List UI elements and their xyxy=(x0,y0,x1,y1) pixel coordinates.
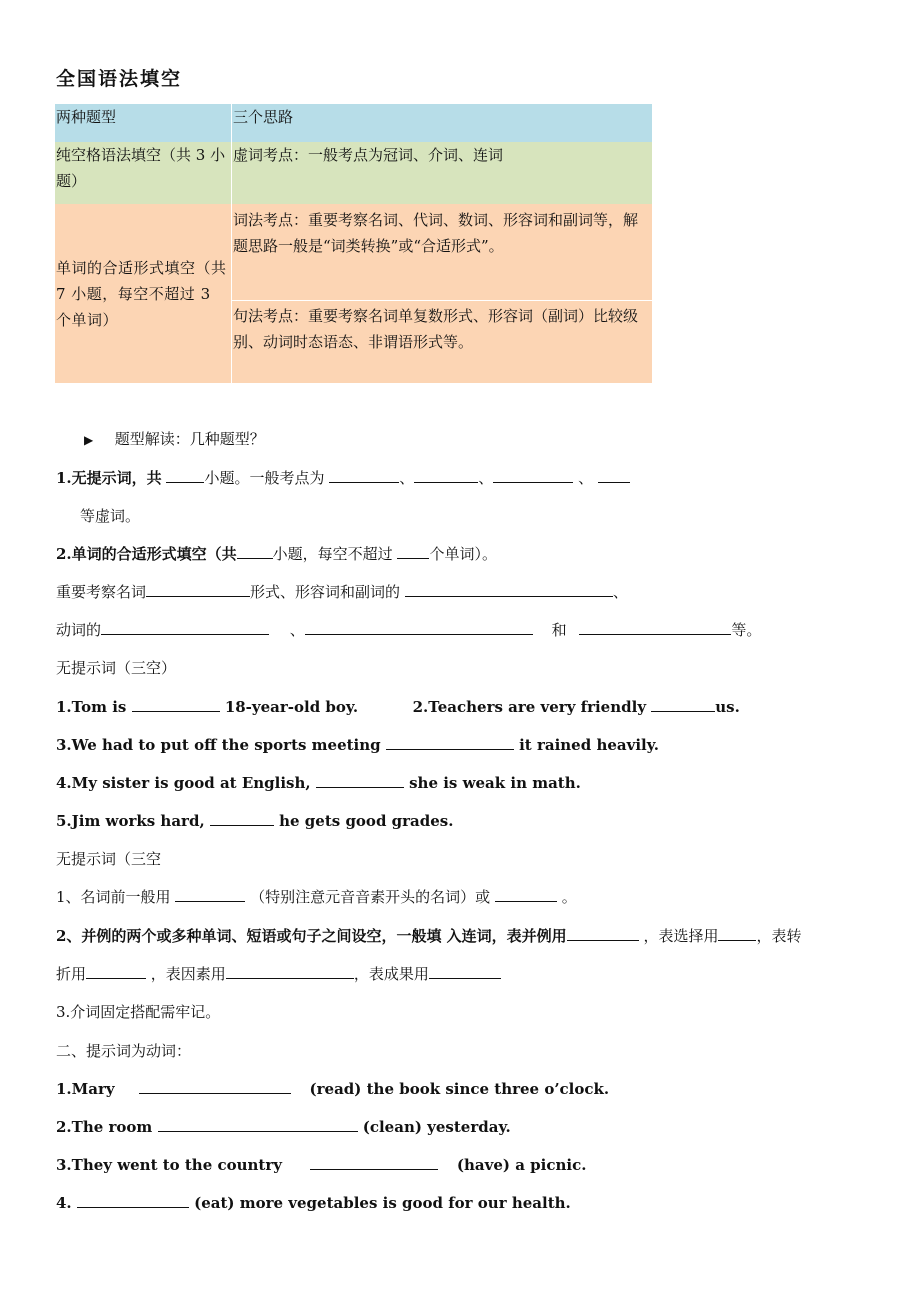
table-cell-idea-syntactic: 句法考点：重要考察名词单复数形式、形容词（副词）比较级别、动词时态语态、非谓语形式等。 xyxy=(232,301,653,384)
text-segment: 、 xyxy=(399,469,415,487)
text-segment: ，表成果用 xyxy=(353,965,429,983)
blank[interactable] xyxy=(166,467,204,483)
bullet-line xyxy=(84,428,265,449)
table-cell-idea-function-words: 虚词考点：一般考点为冠词、介词、连词 xyxy=(232,142,653,204)
text-segment: (eat) more vegetables is good for our health. xyxy=(194,1194,571,1212)
section1-line1 xyxy=(56,467,630,488)
blank[interactable] xyxy=(414,467,478,483)
blank[interactable] xyxy=(598,467,630,483)
blank[interactable] xyxy=(718,925,756,941)
text-segment: 。 xyxy=(561,888,577,906)
text-segment: 3.We had to put off the sports meeting xyxy=(56,736,381,754)
text-segment: 4.My sister is good at English, xyxy=(56,774,311,792)
text-segment: 小题，每空不超过 xyxy=(272,545,393,563)
section1-line4 xyxy=(56,581,628,602)
text-segment: 、 xyxy=(289,621,305,639)
text-segment: 1.无提示词，共 xyxy=(56,469,162,487)
text-segment: 个单词）。 xyxy=(429,545,497,563)
blank[interactable] xyxy=(158,1116,358,1132)
blank[interactable] xyxy=(101,619,269,635)
blank[interactable] xyxy=(651,696,715,712)
blank[interactable] xyxy=(305,619,533,635)
text-segment: 动词的 xyxy=(56,621,102,639)
text-segment: (read) the book since three o’clock. xyxy=(309,1080,610,1098)
blank[interactable] xyxy=(405,581,613,597)
note-line-3 xyxy=(56,963,501,984)
note-line-4: 3.介词固定搭配需牢记。 xyxy=(56,1003,221,1021)
section1-line3 xyxy=(56,543,497,564)
triangle-bullet-icon: ▶ xyxy=(84,433,94,447)
exercise-line-4 xyxy=(56,772,581,792)
text-segment: it rained heavily. xyxy=(519,736,659,754)
exercise-line-3 xyxy=(56,734,659,754)
text-segment: 2.Teachers are very friendly xyxy=(412,698,647,716)
text-segment: (have) a picnic. xyxy=(456,1156,587,1174)
page-title: 全国语法填空 xyxy=(56,68,183,90)
blank[interactable] xyxy=(175,886,245,902)
text-segment: 、 xyxy=(612,583,628,601)
blank[interactable] xyxy=(386,734,514,750)
text-segment: 等。 xyxy=(731,621,762,639)
blank[interactable] xyxy=(310,1154,438,1170)
text-segment: 2.单词的合适形式填空（共 xyxy=(56,545,237,563)
table-cell-type-word-form: 单词的合适形式填空（共 7 小题，每空不超过 3 个单词） xyxy=(55,204,232,383)
text-segment: (clean) yesterday. xyxy=(362,1118,511,1136)
text-segment: 1.Tom is xyxy=(56,698,127,716)
blank[interactable] xyxy=(226,963,354,979)
blank[interactable] xyxy=(77,1192,189,1208)
verb-exercise-4 xyxy=(56,1192,571,1212)
text-segment: ，表选择用 xyxy=(643,927,719,945)
blank[interactable] xyxy=(579,619,731,635)
blank[interactable] xyxy=(210,810,274,826)
text-segment: 18-year-old boy. xyxy=(224,698,359,716)
blank[interactable] xyxy=(86,963,146,979)
text-segment: 2、并例的两个或多种单词、短语或句子之间设空，一般填 入连词，表并例用 xyxy=(56,927,567,945)
note-line-1 xyxy=(56,886,577,907)
table-header-types: 两种题型 xyxy=(55,104,232,142)
text-segment: ，表转 xyxy=(756,927,802,945)
text-segment: 4. xyxy=(56,1194,72,1212)
exercise-line-1-2 xyxy=(56,696,740,716)
text-segment: she is weak in math. xyxy=(409,774,581,792)
text-segment: us. xyxy=(715,698,740,716)
blank[interactable] xyxy=(495,886,557,902)
text-segment: 折用 xyxy=(56,965,87,983)
text-segment: 小题。一般考点为 xyxy=(204,469,325,487)
text-segment: 重要考察名词 xyxy=(56,583,147,601)
blank[interactable] xyxy=(397,543,429,559)
text-segment: he gets good grades. xyxy=(279,812,454,830)
blank[interactable] xyxy=(316,772,404,788)
blank[interactable] xyxy=(329,467,399,483)
section1-line5 xyxy=(56,619,761,640)
heading-verb-hints: 二、提示词为动词： xyxy=(56,1042,192,1060)
bullet-text: 题型解读：几种题型？ xyxy=(114,430,265,448)
verb-exercise-3 xyxy=(56,1154,586,1174)
table-header-ideas: 三个思路 xyxy=(232,104,653,142)
text-segment: 5.Jim works hard, xyxy=(56,812,205,830)
text-segment: 、 xyxy=(578,469,594,487)
text-segment: ，表因素用 xyxy=(150,965,226,983)
heading-no-hint-2: 无提示词（三空 xyxy=(56,850,162,868)
blank[interactable] xyxy=(139,1078,291,1094)
heading-no-hint: 无提示词（三空） xyxy=(56,659,177,677)
blank[interactable] xyxy=(146,581,250,597)
text-segment: （特别注意元音音素开头的名词）或 xyxy=(250,888,491,906)
blank[interactable] xyxy=(237,543,273,559)
text-segment: 形式、形容词和副词的 xyxy=(250,583,401,601)
exercise-line-5 xyxy=(56,810,453,830)
table-cell-idea-lexical: 词法考点：重要考察名词、代词、数词、形容词和副词等，解题思路一般是“词类转换”或“合适形式”。 xyxy=(232,204,653,301)
text-segment: 2.The room xyxy=(56,1118,153,1136)
question-type-table xyxy=(55,104,652,383)
text-segment: 3.They went to the country xyxy=(56,1156,282,1174)
blank[interactable] xyxy=(493,467,573,483)
text-segment: 和 xyxy=(551,621,567,639)
text-segment: 1.Mary xyxy=(56,1080,115,1098)
note-line-2 xyxy=(56,925,801,946)
text-segment: 、 xyxy=(478,469,494,487)
table-cell-type-blank: 纯空格语法填空（共 3 小题） xyxy=(55,142,232,204)
section1-line2: 等虚词。 xyxy=(80,507,141,525)
text-segment: 1、名词前一般用 xyxy=(56,888,171,906)
blank[interactable] xyxy=(132,696,220,712)
blank[interactable] xyxy=(429,963,501,979)
verb-exercise-1 xyxy=(56,1078,609,1098)
blank[interactable] xyxy=(567,925,639,941)
verb-exercise-2 xyxy=(56,1116,511,1136)
